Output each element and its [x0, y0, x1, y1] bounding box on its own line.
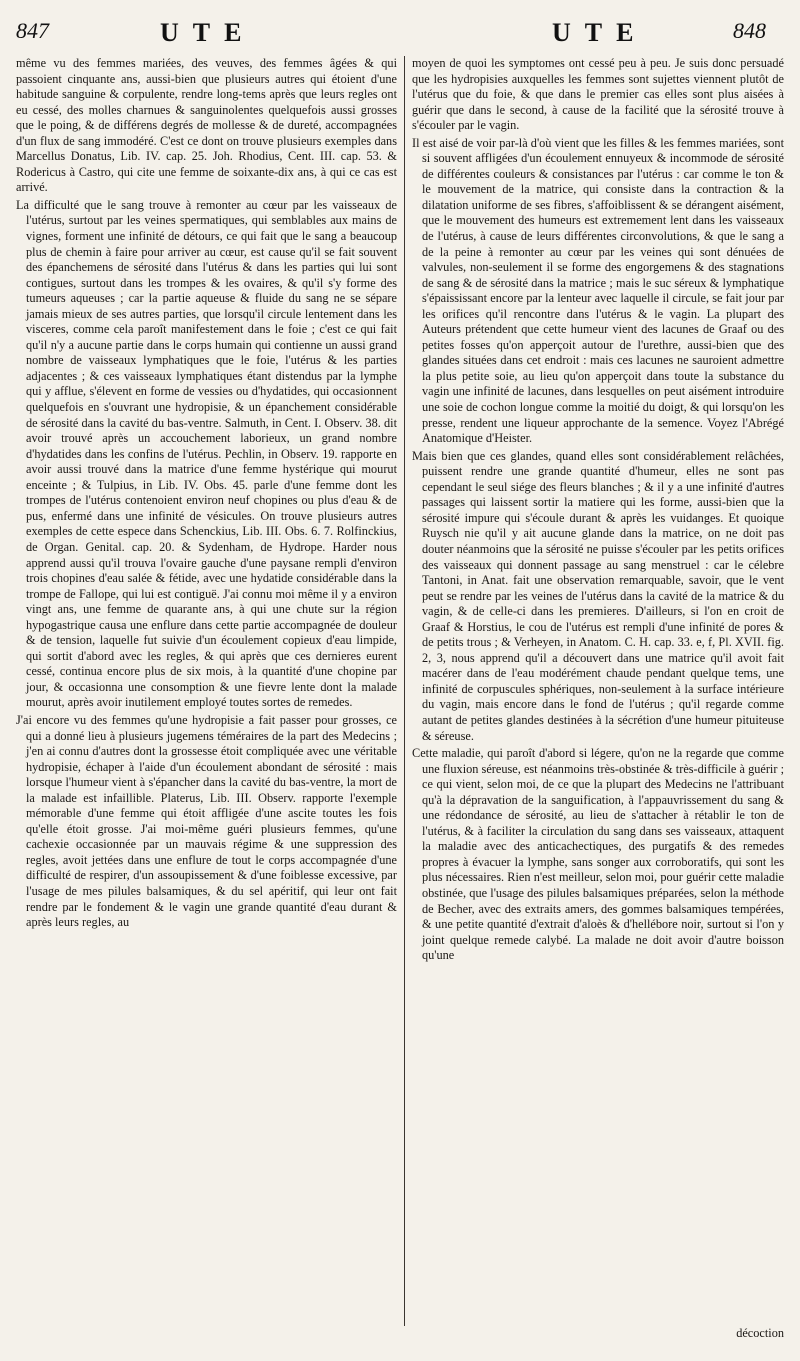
paragraph: moyen de quoi les symptomes ont cessé peu à peu. Je suis donc persuadé que les hydropisies auxquelles les femmes sont sujettes viennent plutôt de l'utérus que du foie, & que dans le premier cas elles sont plus aisées à guérir que dans le second, à cause de la facilité que la sérosité trouve à s'écouler par le vagin. [412, 56, 784, 133]
left-running-head: UTE [160, 18, 256, 47]
left-text-column [16, 56, 397, 931]
paragraph: Cette maladie, qui paroît d'abord si légere, qu'on ne la regarde que comme une fluxion séreuse, est néanmoins très-obstinée & très-difficile à guérir ; ce qui vient, selon moi, de ce que la plupart des Medecins ne l'attribuant qu'à la dépravation de la sanguification, à l'appauvrissement du sang & une rédondance de sérosité, au lieu de s'attacher à rétablir le ton de l'utérus, & à faciliter la circulation du sang dans ses vaisseaux, attaquent la maladie avec des anticachectiques, des purgatifs & des remedes propres à évacuer la lymphe, sans songer aux corroboratifs, qui sont les plus nécessaires. Rien n'est meilleur, selon moi, pour guérir cette maladie obstinée, que l'usage des pilules balsamiques préparées, selon la méthode de Becher, avec des extraits amers, des gommes balsamiques tempérées, & une petite quantité d'extrait d'aloès & d'hellébore noir, surtout si l'on y joint quelque remede calybé. La malade ne doit avoir d'autre boisson qu'une [412, 746, 784, 963]
paragraph: Mais bien que ces glandes, quand elles sont considérablement relâchées, puissent rendre une grande quantité d'humeur, elles ne sont pas cependant le seul siége des fleurs blanches ; & il y a une infinité d'autres passages qui laissent sortir la matiere qui les forme, aussi-bien que la sérosité impure qui s'écoule durant & après les vuidanges. Et quoique Ruysch nie qu'il y ait aucune glande dans la matrice, on ne doit pas douter néanmoins que la sérosité ne puisse s'écouler par les petits orifices des vaisseaux qui donnent passage au sang menstruel : car le célebre Tantoni, in Anat. fait une observation remarquable, savoir, que le vent peut se rendre par les veines de l'utérus dans la cavité de la matrice & du vagin, & de celle-ci dans les premieres. D'ailleurs, si l'on en croit de Graaf & Horstius, le cou de l'utérus est rempli d'une infinité de pores & de petits trous ; & Verheyen, in Anatom. C. H. cap. 33. e, f, Pl. XVII. fig. 2, 3, nous apprend qu'il a découvert dans une matrice qu'il avoit fait macérer dans de l'eau modérément chaude pendant quelque tems, une infinité de corpuscules sphériques, non-seulement à la surface intérieure du vagin, mais encore dans le fond de l'utérus ; qu'il regarde comme autant de petites glandes destinées à la sécrétion d'une humeur pituiteuse & séreuse. [412, 448, 784, 743]
paragraph: Il est aisé de voir par-là d'où vient que les filles & les femmes mariées, sont si souvent affligées d'un écoulement ennuyeux & incommode de sérosité de différentes couleurs & consistances par l'utérus : car comme le ton & le mouvement de la matrice, qui consiste dans la contraction & la dilatation uniforme de ses fibres, s'affoiblissent & se dérangent aisément, que le mouvement des humeurs est extremement lent dans les vaisseaux de l'utérus, à cause de leurs différentes circonvolutions, & que le sang a de la peine à remonter au cœur par les veines qui sont dénuées de valvules, non-seulement il se forme des engorgemens & des stagnations de sang & de sérosité dans la matrice ; mais le suc séreux & lymphatique s'épaississant encore par la lenteur avec laquelle il circule, se fait jour par les orifices qu'il rencontre dans l'utérus & le vagin. La plupart des Auteurs prétendent que cette humeur vient des lacunes de Graaf ou des petites fosses qu'on apperçoit autour de l'urethre, aussi-bien que des glandes situées dans cet endroit : mais ces lacunes ne sauroient admettre la plus petite soie, au lieu qu'on apperçoit dans toute la substance du vagin une infinité de lacunes, dans lesquelles on peut aisément introduire une soie de cochon longue comme la moitié du doigt, & qui lorsqu'on les presse, rendent une liqueur approchante de la semence. Voyez l'Abrégé Anatomique d'Heister. [412, 135, 784, 446]
right-running-head: UTE [552, 18, 648, 47]
catchword: décoction [736, 1326, 784, 1340]
left-page-number: 847 [16, 18, 49, 43]
right-text-column [412, 56, 784, 964]
column-divider [404, 56, 405, 1326]
paragraph: La difficulté que le sang trouve à remonter au cœur par les vaisseaux de l'utérus, surtout par les veines spermatiques, qui semblables aux mains de vignes, forment une infinité de détours, ce qui fait que le sang a beaucoup plus de chemin à faire pour arriver au cœur, est cause qu'il se fait souvent des épanchemens de sérosité dans l'utérus & dans les parties qui lui sont contigues, surtout dans les trompes & les ovaires, & qu'il s'y forme des tumeurs aqueuses ; car la partie aqueuse & fluide du sang ne se sépare jamais mieux de ses autres parties, que lorsqu'il circule lentement dans les visceres, comme cela paroît manifestement dans le foie ; c'est ce qui fait qu'il n'y a aucune partie dans le corps humain qui contienne un aussi grand nombre de vaisseaux lymphatiques que le foie, l'utérus & les parties adjacentes ; & ces vaisseaux lymphatiques étant distendus par la lymphe qui y afflue, s'élevent en forme de vessies ou d'hydatides, qui occasionnent quelquefois en s'ouvrant une hydropisie, & un épanchement considérable de sérosité dans la cavité du bas-ventre. Salmuth, in Cent. I. Observ. 38. dit avoir trouvé après un accouchement laborieux, un grand nombre d'hydatides dans les confins de l'utérus. Pechlin, in Observ. 19. rapporte en avoir aussi trouvé dans la matrice d'une femme hystérique qui mourut enceinte ; & Tulpius, in Lib. IV. Obs. 45. parle d'une femme dont les trompes de l'utérus contenoient environ neuf chopines ou plus d'eau & de pus, enfermé dans une infinité de vésicules. On trouve plusieurs autres exemples de cette espece dans Schenckius, Lib. III. Obs. 6. 7. Rolfinckius, de Organ. Genital. cap. 20. & Sydenham, de Hydrope. Harder nous apprend aussi qu'il trouva l'ovaire gauche d'une paysane rempli d'environ trois chopines d'eau salée & fétide, avec une hydatide considérable dans la trompe de Fallope, qui lui est contiguë. J'ai connu moi même il y a environ vingt ans, une femme de quarante ans, à qui une chute sur la région hypogastrique causa une enflure dans cette partie accompagnée de douleur & de tension, laquelle fut suivie d'un écoulement copieux d'eau limpide, qui sortit d'abord avec les regles, & qui après que ces dernieres eurent cessé, continua encore plus de six mois, à la quantité d'une chopine par jour, & occasionna une consomption & une fievre lente dont la malade mourut, après avoir inutilement employé toutes sortes de remedes. [16, 197, 397, 710]
right-page-number: 848 [733, 18, 766, 43]
paragraph: J'ai encore vu des femmes qu'une hydropisie a fait passer pour grosses, ce qui a donné lieu à plusieurs jugemens téméraires de la part des Medecins ; j'en ai connu d'autres dont la grossesse étoit compliquée avec une véritable hydropisie, échaper à l'aide d'un écoulement abondant de sérosité : mais lorsque l'humeur vient à s'épancher dans la cavité du bas-ventre, la mort de la malade est infaillible. Platerus, Lib. III. Observ. rapporte l'exemple mémorable d'une femme qui étoit affligée d'une ascite toutes les fois qu'elle étoit grosse. J'ai moi-même guéri plusieurs femmes, qu'une cachexie occasionnée par un mauvais régime & une suppression des regles, avoit jettées dans une enflure de tout le corps accompagnée d'une difficulté de respirer, d'un assoupissement & d'une foiblesse excessive, par l'usage de mes pilules balsamiques, & du sel apéritif, qui leur ont fait rendre par le fondement & le vagin une grande quantité d'eau durant & après leurs regles, au [16, 712, 397, 930]
paragraph: même vu des femmes mariées, des veuves, des femmes âgées & qui passoient cinquante ans, aussi-bien que plusieurs autres qui étoient d'une habitude sanguine & corpulente, rendre long-tems après que leurs regles ont eu cessé, des molles charnues & sanguinolentes quelquefois aussi grosses que le poing, & de différens degrés de mollesse & de dureté, accompagnées d'un flux de sang immodéré. C'est ce dont on trouve plusieurs exemples dans Marcellus Donatus, Lib. IV. cap. 25. Joh. Rhodius, Cent. III. cap. 53. & Rodericus à Castro, qui cite une femme de soixante-dix ans, à qui ce cas est arrivé. [16, 56, 397, 195]
